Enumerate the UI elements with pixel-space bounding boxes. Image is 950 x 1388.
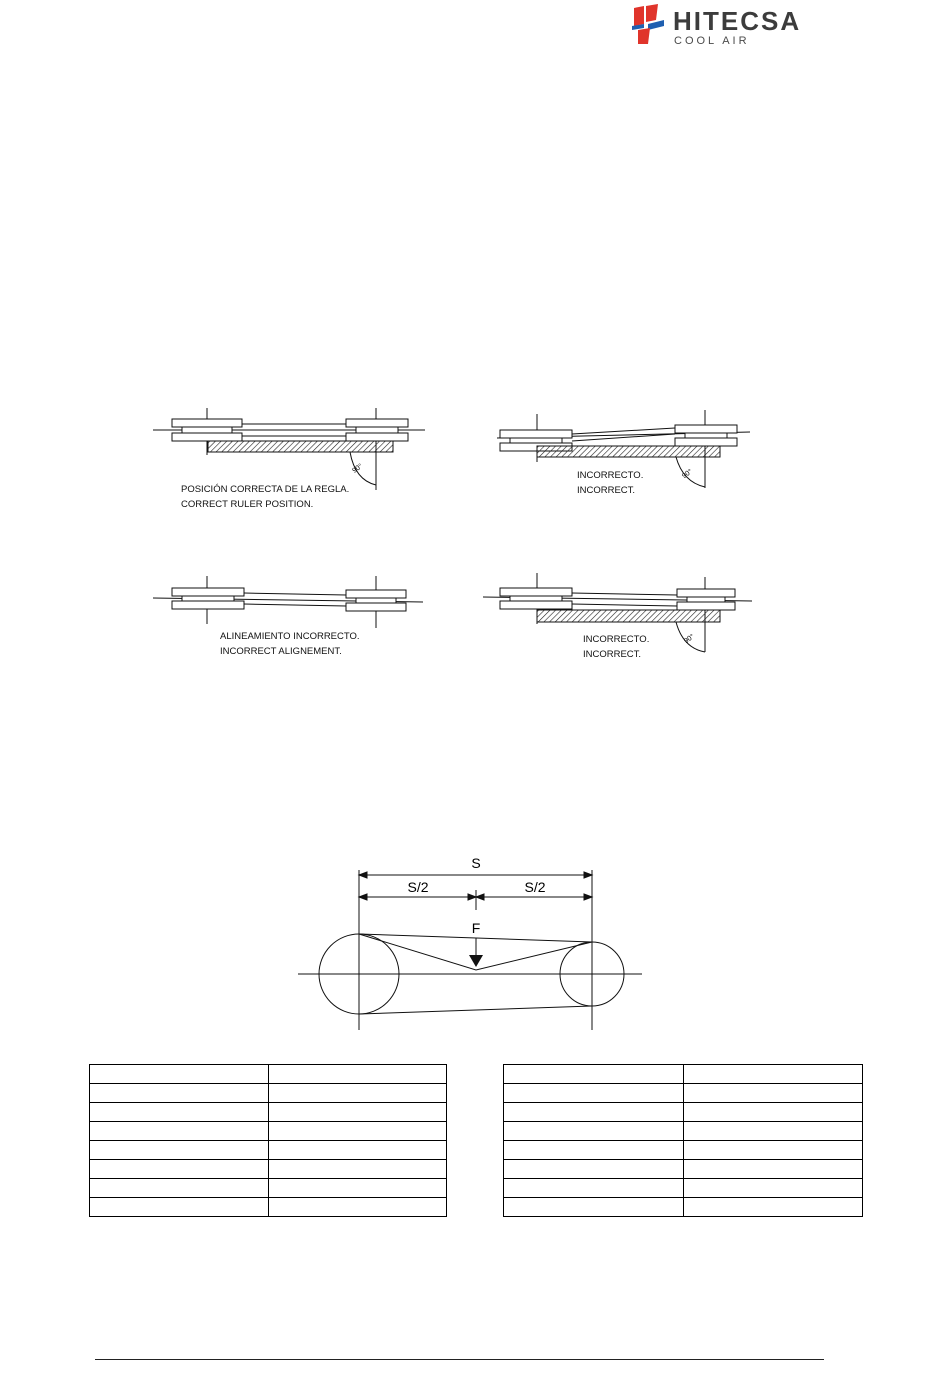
angle-label: 90° <box>351 462 365 475</box>
table-cell <box>268 1065 447 1084</box>
angle-label: 90° <box>681 468 694 481</box>
belt-tension-diagram <box>280 850 660 1040</box>
table-row <box>90 1065 447 1084</box>
table-cell <box>504 1141 684 1160</box>
table-cell <box>683 1103 863 1122</box>
table-row <box>504 1160 863 1179</box>
caption-en: CORRECT RULER POSITION. <box>181 499 314 510</box>
table-cell <box>504 1160 684 1179</box>
figure-correct-ruler <box>153 408 425 490</box>
caption-es: POSICIÓN CORRECTA DE LA REGLA. <box>181 484 350 495</box>
table-cell <box>90 1179 269 1198</box>
figure-incorrect-alignment <box>153 576 423 628</box>
table-cell <box>683 1122 863 1141</box>
table-cell <box>683 1160 863 1179</box>
table-cell <box>268 1122 447 1141</box>
table-cell <box>683 1065 863 1084</box>
table-cell <box>90 1122 269 1141</box>
table-cell <box>268 1103 447 1122</box>
table-cell <box>504 1198 684 1217</box>
angle-label: 90° <box>683 633 696 646</box>
footer-divider <box>95 1359 824 1360</box>
table-row <box>90 1084 447 1103</box>
caption-fig1 <box>181 482 349 512</box>
table-cell <box>90 1160 269 1179</box>
brand-name: HITECSA <box>673 6 802 36</box>
table-cell <box>683 1141 863 1160</box>
table-row <box>90 1141 447 1160</box>
table-row <box>90 1198 447 1217</box>
caption-es: ALINEAMIENTO INCORRECTO. <box>220 631 360 642</box>
caption-es: INCORRECTO. <box>583 634 650 645</box>
caption-fig3 <box>220 629 360 659</box>
table-cell <box>268 1179 447 1198</box>
table-cell <box>90 1065 269 1084</box>
table-cell <box>268 1084 447 1103</box>
table-cell <box>90 1103 269 1122</box>
table-row <box>90 1103 447 1122</box>
caption-fig4 <box>583 632 649 662</box>
table-row <box>504 1084 863 1103</box>
caption-en: INCORRECT. <box>583 649 642 660</box>
table-row <box>504 1179 863 1198</box>
table-row <box>504 1141 863 1160</box>
table-row <box>504 1065 863 1084</box>
table-cell <box>683 1198 863 1217</box>
span-label: S <box>471 855 481 871</box>
table-right <box>503 1064 863 1217</box>
brand-tagline: COOL AIR <box>674 35 750 47</box>
table-row <box>90 1122 447 1141</box>
table-cell <box>90 1198 269 1217</box>
half-span-right-label: S/2 <box>524 879 546 895</box>
table-cell <box>268 1160 447 1179</box>
table-cell <box>268 1141 447 1160</box>
half-span-left-label: S/2 <box>407 879 429 895</box>
table-row <box>90 1179 447 1198</box>
table-row <box>90 1160 447 1179</box>
caption-fig2 <box>577 468 643 498</box>
caption-en: INCORRECT. <box>577 485 636 496</box>
caption-es: INCORRECTO. <box>577 470 644 481</box>
force-label: F <box>471 920 481 936</box>
caption-en: INCORRECT ALIGNEMENT. <box>220 646 342 657</box>
table-cell <box>683 1179 863 1198</box>
table-cell <box>504 1065 684 1084</box>
table-cell <box>268 1198 447 1217</box>
table-cell <box>683 1084 863 1103</box>
table-row <box>504 1122 863 1141</box>
table-cell <box>504 1122 684 1141</box>
table-row <box>504 1103 863 1122</box>
table-cell <box>90 1141 269 1160</box>
table-cell <box>504 1103 684 1122</box>
table-cell <box>90 1084 269 1103</box>
table-row <box>504 1198 863 1217</box>
table-left <box>89 1064 447 1217</box>
table-cell <box>504 1084 684 1103</box>
table-cell <box>504 1179 684 1198</box>
